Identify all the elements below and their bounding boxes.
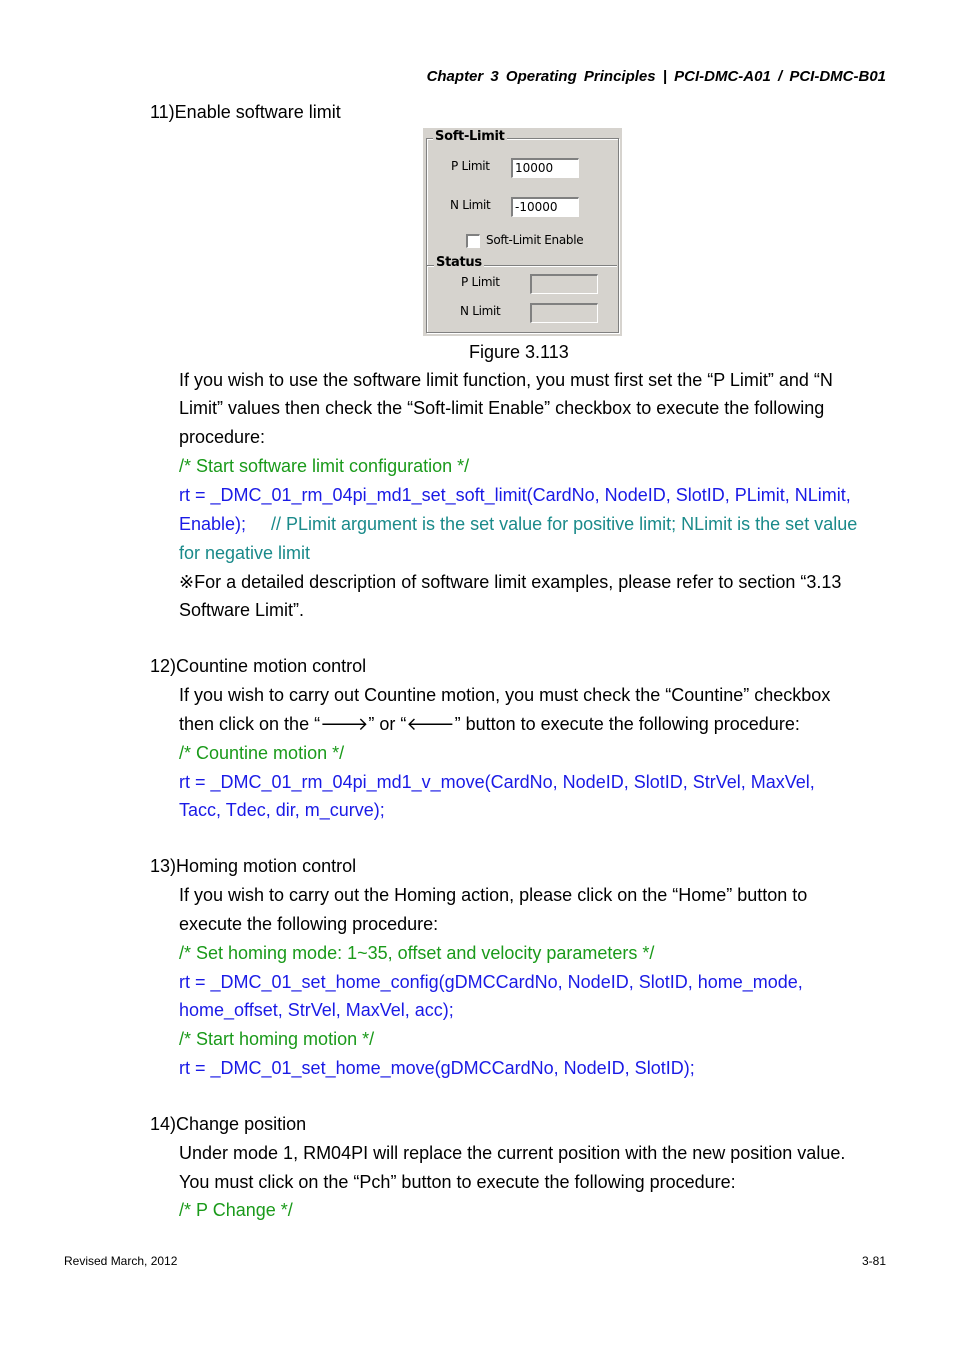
section-13-code-line: home_offset, StrVel, MaxVel, acc); [179, 1000, 454, 1020]
section-12-code-line: Tacc, Tdec, dir, m_curve); [179, 800, 385, 820]
status-p-limit-label: P Limit [461, 275, 500, 289]
section-12-para-line: then click on the “🡒” or “🡐” button to execute the following procedure: [179, 714, 800, 734]
section-11-para-line: Limit” values then check the “Soft-limit Enable” checkbox to execute the following [179, 398, 825, 418]
section-13-comment: /* Start homing motion */ [179, 1029, 375, 1049]
section-13-code-line: rt = _DMC_01_set_home_config(gDMCCardNo, NodeID, SlotID, home_mode, [179, 972, 803, 992]
section-11-code-line: Enable); [179, 514, 247, 534]
section-13-title: 13)Homing motion control [150, 856, 357, 876]
soft-limit-enable-label: Soft-Limit Enable [486, 233, 584, 247]
p-limit-input[interactable]: 10000 [511, 158, 579, 178]
section-14-para-line: You must click on the “Pch” button to execute the following procedure: [179, 1172, 736, 1192]
p-limit-label: P Limit [451, 159, 490, 173]
section-11-title: 11)Enable software limit [150, 102, 341, 122]
soft-limit-dialog [423, 128, 622, 336]
section-11-para-line: procedure: [179, 427, 266, 447]
soft-limit-group-label: Soft-Limit [435, 129, 505, 144]
section-11-reference: Software Limit”. [179, 600, 305, 620]
section-11-reference: ※For a detailed description of software limit examples, please refer to section “3.13 [179, 572, 842, 592]
section-13-comment: /* Set homing mode: 1~35, offset and velocity parameters */ [179, 943, 655, 963]
section-13-para-line: execute the following procedure: [179, 914, 439, 934]
section-12-title: 12)Countine motion control [150, 656, 367, 676]
section-14-comment: /* P Change */ [179, 1200, 293, 1220]
n-limit-input[interactable]: -10000 [511, 197, 579, 217]
n-limit-label: N Limit [450, 198, 491, 212]
section-12-code-line: rt = _DMC_01_rm_04pi_md1_v_move(CardNo, NodeID, SlotID, StrVel, MaxVel, [179, 772, 815, 792]
section-11-code-line: rt = _DMC_01_rm_04pi_md1_set_soft_limit(CardNo, NodeID, SlotID, PLimit, NLimit, [179, 485, 851, 505]
section-11-code-note: // PLimit argument is the set value for positive limit; NLimit is the set value [271, 514, 858, 534]
status-n-limit-field [530, 303, 598, 323]
section-11-code-note: for negative limit [179, 543, 311, 563]
soft-limit-enable-checkbox[interactable] [466, 234, 480, 248]
section-11-para-line: If you wish to use the software limit function, you must first set the “P Limit” and “N [179, 370, 833, 390]
figure-caption: Figure 3.113 [469, 342, 569, 362]
section-12-comment: /* Countine motion */ [179, 743, 345, 763]
footer-page-number: 3-81 [861, 1254, 886, 1268]
page-header: Chapter 3 Operating Principles | PCI-DMC-A01 / PCI-DMC-B01 [426, 68, 886, 85]
section-13-code-line: rt = _DMC_01_set_home_move(gDMCCardNo, NodeID, SlotID); [179, 1058, 695, 1078]
status-n-limit-label: N Limit [460, 304, 501, 318]
status-group-label: Status [436, 255, 482, 270]
section-14-para-line: Under mode 1, RM04PI will replace the current position with the new position value. [179, 1143, 846, 1163]
status-p-limit-field [530, 274, 598, 294]
section-11-comment: /* Start software limit configuration */ [179, 456, 470, 476]
section-13-para-line: If you wish to carry out the Homing action, please click on the “Home” button to [179, 885, 808, 905]
section-12-para-line: If you wish to carry out Countine motion, you must check the “Countine” checkbox [179, 685, 831, 705]
section-14-title: 14)Change position [150, 1114, 307, 1134]
footer-revision: Revised March, 2012 [64, 1254, 178, 1268]
